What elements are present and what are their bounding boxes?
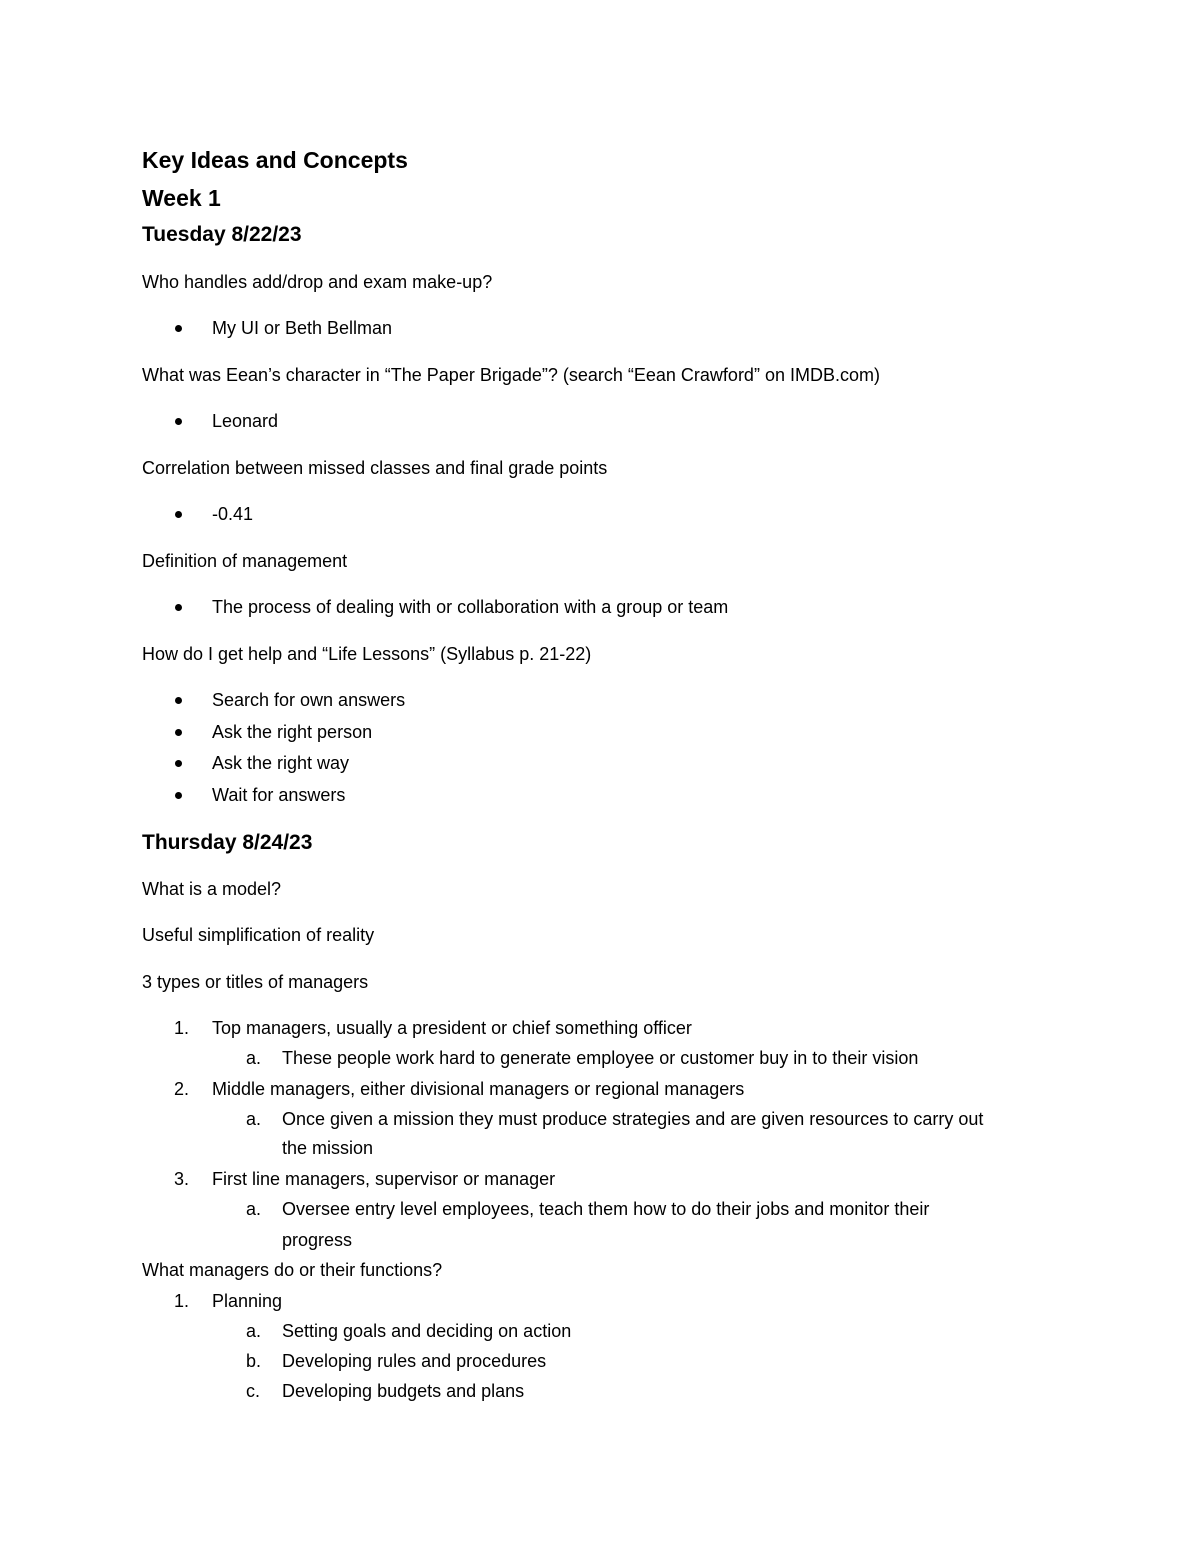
list-item: Middle managers, either divisional managers or regional managers: [212, 1079, 745, 1099]
answer-add-drop: My UI or Beth Bellman: [212, 318, 393, 338]
question-correlation: Correlation between missed classes and final grade points: [142, 458, 608, 478]
list-number: 1.: [174, 1018, 190, 1038]
list-subitem: Developing rules and procedures: [282, 1351, 547, 1371]
list-item: Search for own answers: [212, 690, 406, 710]
list-item: First line managers, supervisor or manager: [212, 1169, 556, 1189]
bullet-icon: [175, 760, 182, 767]
question-character: What was Eean’s character in “The Paper Brigade”? (search “Eean Crawford” on IMDB.com): [142, 365, 880, 385]
list-letter: a.: [246, 1109, 262, 1129]
list-item: Top managers, usually a president or chief something officer: [212, 1018, 692, 1038]
answer-management: The process of dealing with or collaboration with a group or team: [212, 597, 729, 617]
answer-model: Useful simplification of reality: [142, 925, 375, 945]
list-subitem: Oversee entry level employees, teach them how to do their jobs and monitor their: [282, 1199, 930, 1219]
bullet-icon: [175, 511, 182, 518]
question-manager-types: 3 types or titles of managers: [142, 972, 369, 992]
list-subitem-continued: the mission: [282, 1138, 374, 1158]
question-add-drop: Who handles add/drop and exam make-up?: [142, 272, 493, 292]
list-item: Planning: [212, 1291, 283, 1311]
list-item: Ask the right way: [212, 753, 350, 773]
list-subitem: Once given a mission they must produce strategies and are given resources to carry out: [282, 1109, 984, 1129]
answer-correlation: -0.41: [212, 504, 254, 524]
week-heading: Week 1: [142, 185, 221, 211]
question-management: Definition of management: [142, 551, 348, 571]
bullet-icon: [175, 697, 182, 704]
list-number: 1.: [174, 1291, 190, 1311]
list-letter: b.: [246, 1351, 262, 1371]
document-title: Key Ideas and Concepts: [142, 147, 408, 173]
list-item: Ask the right person: [212, 722, 373, 742]
answer-character: Leonard: [212, 411, 279, 431]
list-subitem: These people work hard to generate employee or customer buy in to their vision: [282, 1048, 919, 1068]
list-letter: a.: [246, 1048, 262, 1068]
list-item: Wait for answers: [212, 785, 346, 805]
list-subitem: Setting goals and deciding on action: [282, 1321, 572, 1341]
bullet-icon: [175, 418, 182, 425]
list-number: 3.: [174, 1169, 190, 1189]
thursday-heading: Thursday 8/24/23: [142, 831, 313, 854]
question-functions: What managers do or their functions?: [142, 1260, 443, 1280]
question-help: How do I get help and “Life Lessons” (Syllabus p. 21-22): [142, 644, 592, 664]
list-subitem-continued: progress: [282, 1230, 353, 1250]
tuesday-heading: Tuesday 8/22/23: [142, 223, 302, 246]
bullet-icon: [175, 604, 182, 611]
list-letter: a.: [246, 1199, 262, 1219]
list-letter: c.: [246, 1381, 261, 1401]
bullet-icon: [175, 325, 182, 332]
question-model: What is a model?: [142, 879, 282, 899]
bullet-icon: [175, 729, 182, 736]
list-number: 2.: [174, 1079, 190, 1099]
list-letter: a.: [246, 1321, 262, 1341]
list-subitem: Developing budgets and plans: [282, 1381, 525, 1401]
bullet-icon: [175, 792, 182, 799]
